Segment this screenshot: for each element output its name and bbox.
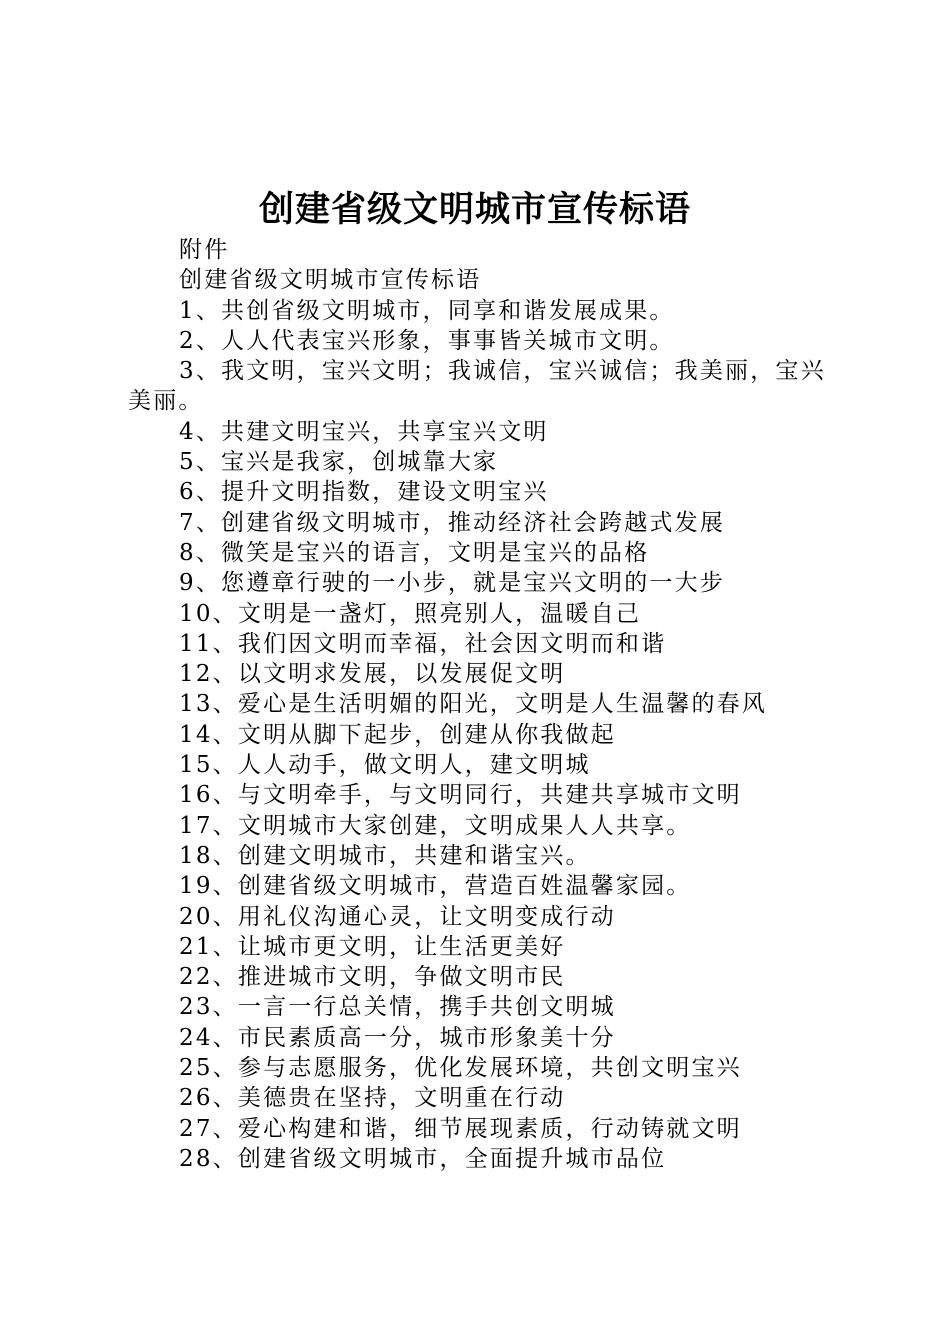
slogan-item: 7、创建省级文明城市，推动经济社会跨越式发展 bbox=[179, 509, 726, 536]
slogan-item: 21、让城市更文明，让生活更美好 bbox=[179, 933, 566, 960]
slogan-item: 12、以文明求发展，以发展促文明 bbox=[179, 661, 566, 688]
slogan-item: 25、参与志愿服务，优化发展环境，共创文明宝兴 bbox=[179, 1055, 742, 1082]
slogan-item: 3、我文明，宝兴文明；我诚信，宝兴诚信；我美丽，宝兴美丽。 bbox=[128, 358, 826, 415]
slogan-item: 16、与文明牵手，与文明同行，共建共享城市文明 bbox=[179, 782, 742, 809]
slogan-item: 19、创建省级文明城市，营造百姓温馨家园。 bbox=[179, 873, 692, 900]
document-title: 创建省级文明城市宣传标语 bbox=[258, 190, 691, 230]
slogan-item: 24、市民素质高一分，城市形象美十分 bbox=[179, 1024, 616, 1051]
slogan-item: 27、爱心构建和谐，细节展现素质，行动铸就文明 bbox=[179, 1115, 742, 1142]
slogan-item: 10、文明是一盏灯，照亮别人，温暖自己 bbox=[179, 600, 642, 627]
slogan-item: 13、爱心是生活明媚的阳光，文明是人生温馨的春风 bbox=[179, 691, 768, 718]
slogan-item: 28、创建省级文明城市，全面提升城市品位 bbox=[179, 1145, 667, 1172]
document-body bbox=[128, 235, 833, 1174]
slogan-item: 14、文明从脚下起步，创建从你我做起 bbox=[179, 721, 616, 748]
slogan-item: 1、共创省级文明城市，同享和谐发展成果。 bbox=[179, 297, 675, 324]
slogan-item: 22、推进城市文明，争做文明市民 bbox=[179, 964, 566, 991]
slogan-item: 4、共建文明宝兴，共享宝兴文明 bbox=[179, 418, 549, 445]
slogan-item: 5、宝兴是我家，创城靠大家 bbox=[179, 449, 499, 476]
slogan-item: 20、用礼仪沟通心灵，让文明变成行动 bbox=[179, 903, 616, 930]
slogan-item: 6、提升文明指数，建设文明宝兴 bbox=[179, 479, 549, 506]
attachment-label: 附件 bbox=[179, 237, 230, 263]
slogan-item: 18、创建文明城市，共建和谐宝兴。 bbox=[179, 842, 591, 869]
slogan-item: 26、美德贵在坚持，文明重在行动 bbox=[179, 1085, 566, 1112]
document-subtitle: 创建省级文明城市宣传标语 bbox=[179, 267, 482, 294]
slogan-item: 17、文明城市大家创建，文明成果人人共享。 bbox=[179, 812, 692, 839]
slogan-item: 9、您遵章行驶的一小步，就是宝兴文明的一大步 bbox=[179, 570, 726, 597]
slogan-item: 11、我们因文明而幸福，社会因文明而和谐 bbox=[179, 630, 667, 657]
slogan-item: 2、人人代表宝兴形象，事事皆关城市文明。 bbox=[179, 327, 675, 354]
slogan-item: 15、人人动手，做文明人，建文明城 bbox=[179, 752, 591, 779]
slogan-item: 23、一言一行总关情，携手共创文明城 bbox=[179, 994, 616, 1021]
slogan-item: 8、微笑是宝兴的语言，文明是宝兴的品格 bbox=[179, 539, 650, 566]
